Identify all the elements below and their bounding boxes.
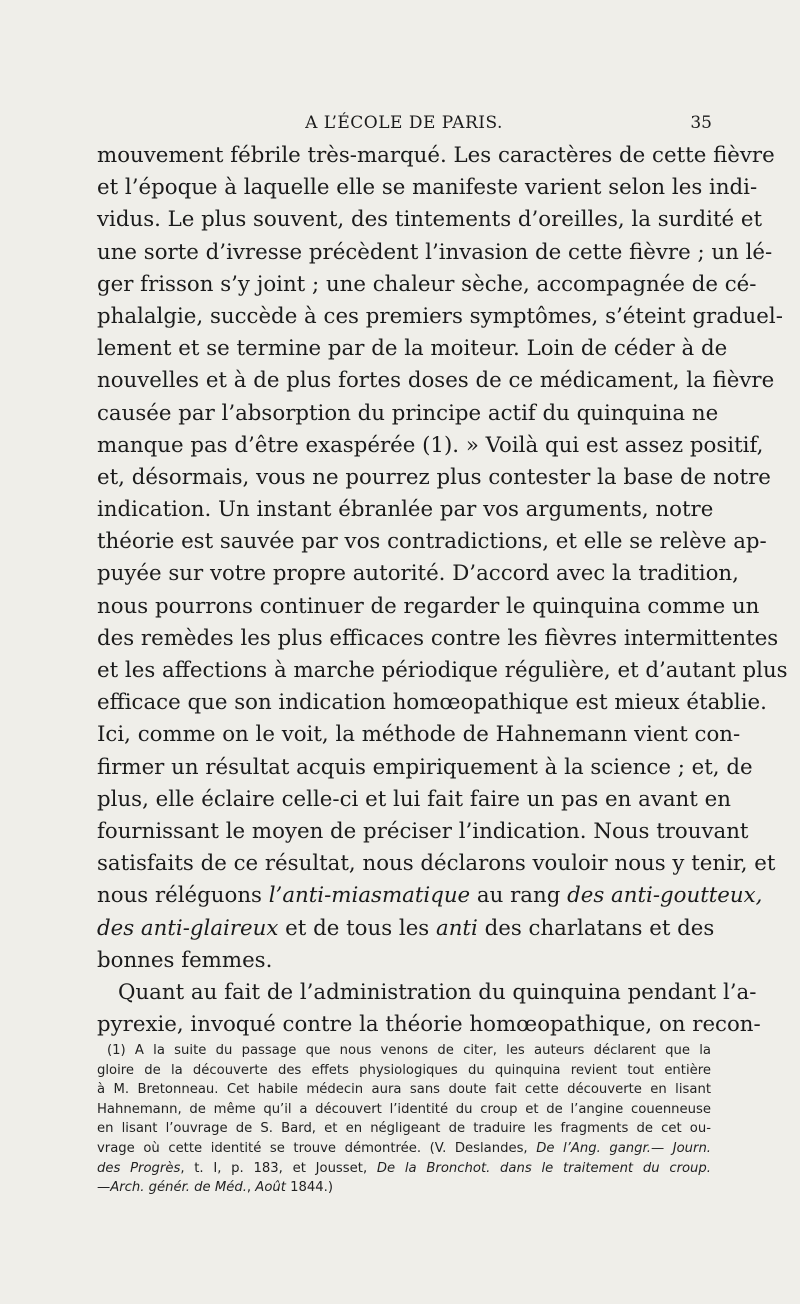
text-line: nouvelles et à de plus fortes doses de ce médicament, la fièvre <box>97 368 775 394</box>
italic-term: De la Bronchot. dans le traitement du croup. <box>376 1160 711 1176</box>
text-span: — <box>650 1140 673 1156</box>
text-span: , <box>246 1180 256 1196</box>
text-line: indication. Un instant ébranlée par vos arguments, notre <box>97 497 714 523</box>
footnote-line: gloire de la découverte des effets physiologiques du quinquina revient tout entière <box>97 1062 711 1078</box>
page-number: 35 <box>690 113 712 133</box>
footnote <box>97 1041 711 1198</box>
text-line: des remèdes les plus efficaces contre les fièvres intermittentes <box>97 625 779 651</box>
italic-term: De l’Ang. gangr. <box>536 1140 651 1156</box>
text-line: Quant au fait de l’administration du quinquina pendant l’a- <box>118 979 757 1005</box>
footnote-line: en lisant l’ouvrage de S. Bard, et en négligeant de traduire les fragments de cet ou- <box>97 1121 711 1137</box>
text-line: mouvement fébrile très-marqué. Les caractères de cette fièvre <box>97 143 775 168</box>
text-line: Ici, comme on le voit, la méthode de Hahnemann vient con- <box>97 722 741 748</box>
italic-term: anti <box>436 915 478 941</box>
main-text <box>97 140 788 1041</box>
text-line: manque pas d’être exaspérée (1). » Voilà qui est assez positif, <box>97 432 764 458</box>
italic-term: des anti-goutteux, <box>567 883 763 909</box>
text-line: une sorte d’ivresse précèdent l’invasion de cette fièvre ; un lé- <box>97 239 773 265</box>
text-line <box>97 913 715 945</box>
text-line: et les affections à marche périodique régulière, et d’autant plus <box>97 658 788 683</box>
text-span: des charlatans et des <box>477 915 715 941</box>
text-line: ger frisson s’y joint ; une chaleur sèche, accompagnée de cé- <box>97 271 757 297</box>
text-line: plus, elle éclaire celle-ci et lui fait faire un pas en avant en <box>97 786 731 812</box>
text-line: lement et se termine par de la moiteur. Loin de céder à de <box>97 336 728 362</box>
text-span: 1844.) <box>285 1180 334 1196</box>
text-line: satisfaits de ce résultat, nous déclarons vouloir nous y tenir, et <box>97 851 776 877</box>
footnote-line: Hahnemann, de même qu’il a découvert l’identité du croup et de l’angine couenneuse <box>97 1101 711 1117</box>
text-span: au rang <box>470 883 568 909</box>
text-line: et l’époque à laquelle elle se manifeste varient selon les indi- <box>97 175 758 201</box>
italic-term: —Arch. génér. de Méd. <box>97 1180 247 1196</box>
text-line: pyrexie, invoqué contre la théorie homœopathique, on recon- <box>97 1012 761 1038</box>
italic-term: Août <box>255 1180 286 1196</box>
text-span: nous réléguons <box>97 883 269 909</box>
text-line: nous pourrons continuer de regarder le quinquina comme un <box>97 593 760 619</box>
footnote-line: à M. Bretonneau. Cet habile médecin aura sans doute fait cette découverte en lisant <box>97 1082 711 1098</box>
italic-term: Journ. <box>672 1140 711 1156</box>
text-line <box>97 880 763 912</box>
italic-term: des Progrès <box>97 1160 181 1176</box>
text-line: puyée sur votre propre autorité. D’accord avec la tradition, <box>97 561 739 587</box>
text-span: , t. I, p. 183, et Jousset, <box>180 1160 377 1176</box>
italic-term: des anti-glaireux <box>97 915 279 941</box>
text-line: causée par l’absorption du principe actif du quinquina ne <box>97 400 719 426</box>
text-line: et, désormais, vous ne pourrez plus contester la base de notre <box>97 464 771 490</box>
text-span: vrage où cette identité se trouve démontrée. (V. Deslandes, <box>97 1140 537 1156</box>
footnote-line <box>97 1139 711 1159</box>
footnote-line: (1) A la suite du passage que nous venons de citer, les auteurs déclarent que la <box>107 1043 711 1058</box>
text-line: efficace que son indication homœopathique est mieux établie. <box>97 690 767 716</box>
text-line: théorie est sauvée par vos contradictions, et elle se relève ap- <box>97 529 767 555</box>
text-line: bonnes femmes. <box>97 947 273 973</box>
running-header <box>96 113 712 139</box>
footnote-line <box>97 1178 711 1198</box>
text-line: fournissant le moyen de préciser l’indication. Nous trouvant <box>97 818 749 844</box>
text-line: firmer un résultat acquis empiriquement à la science ; et, de <box>97 754 753 780</box>
running-title: A L’ÉCOLE DE PARIS. <box>305 113 503 133</box>
text-span: et de tous les <box>278 915 437 941</box>
text-line: phalalgie, succède à ces premiers symptômes, s’éteint graduel- <box>97 303 783 329</box>
text-line: vidus. Le plus souvent, des tintements d’oreilles, la surdité et <box>97 207 763 233</box>
footnote-line <box>97 1159 711 1179</box>
italic-term: l’anti-miasmatique <box>268 883 471 909</box>
